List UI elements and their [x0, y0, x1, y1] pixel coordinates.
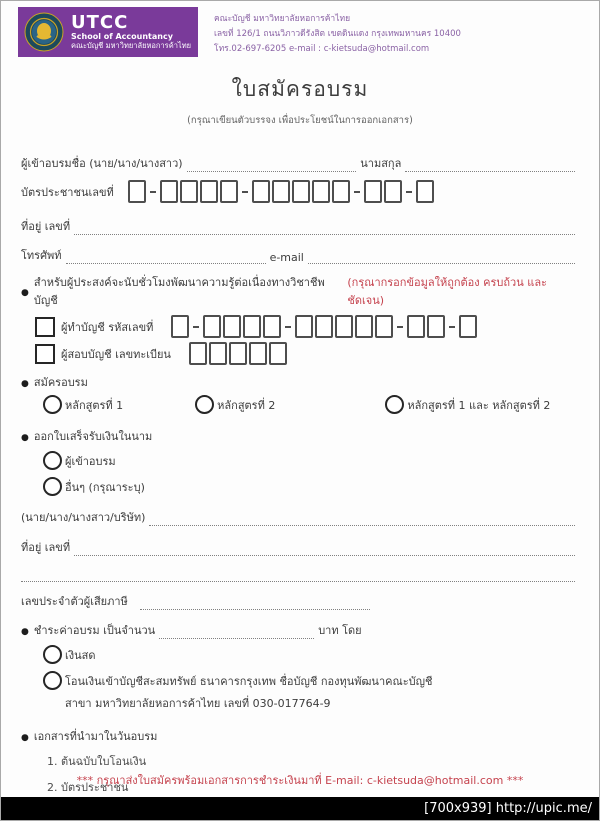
receipt-name-input-line[interactable] [149, 513, 575, 526]
payment-amount-input-line[interactable] [159, 626, 314, 639]
bullet-icon [21, 285, 29, 298]
email-input-line[interactable] [308, 251, 575, 264]
document-item-2: 2. บัตรประชาชน [47, 781, 129, 794]
receipt-name-label: (นาย/นาง/นางสาว/บริษัท) [21, 511, 146, 524]
course-section-heading-row [21, 373, 579, 391]
trainee-name-label: ผู้เข้าอบรมชื่อ (นาย/นาง/นางสาว) [21, 157, 183, 170]
payment-transfer-option[interactable] [43, 671, 579, 690]
watermark-text: [700x939] http://upic.me/ [424, 801, 592, 816]
receipt-trainee-option[interactable] [43, 451, 579, 470]
header [18, 7, 582, 57]
bullet-icon [21, 430, 29, 443]
receipt-address-input-line[interactable] [74, 543, 575, 556]
documents-section-heading-row [21, 727, 579, 745]
cpd-section-heading-row [21, 273, 579, 309]
receipt-section-heading-row [21, 427, 579, 445]
national-id-row [21, 180, 579, 203]
bullet-icon [21, 376, 29, 389]
trainee-surname-input-line[interactable] [405, 159, 575, 172]
form-body [21, 154, 579, 796]
logo-abbr: UTCC [71, 12, 129, 34]
contact-phone-email-line: โทร.02-697-6205 e-mail : c-kietsuda@hotmail.com [214, 43, 430, 54]
course-2-label: หลักสูตรที่ 2 [217, 398, 276, 412]
submission-note: *** กรุณาส่งใบสมัครพร้อมเอกสารการชำระเงินมาที่ E-mail: c-kietsuda@hotmail.com *** [76, 774, 524, 787]
logo-school-name-th: คณะบัญชี มหาวิทยาลัยหอการค้าไทย [71, 40, 192, 50]
payment-transfer-label: โอนเงินเข้าบัญชีสะสมทรัพย์ ธนาคารกรุงเทพ ชื่อบัญชี กองทุนพัฒนาคณะบัญชี [65, 674, 433, 688]
receipt-other-option[interactable] [43, 477, 579, 496]
trainee-surname-label: นามสกุล [360, 157, 402, 170]
auditor-number-boxes[interactable] [189, 342, 289, 365]
trainee-address-label: ที่อยู่ เลขที่ [21, 220, 71, 233]
receipt-name-row [21, 508, 579, 526]
course-both-radio[interactable] [385, 395, 404, 414]
course-option-both[interactable] [385, 395, 550, 414]
payment-cash-radio[interactable] [43, 645, 62, 664]
receipt-other-radio[interactable] [43, 477, 62, 496]
cpd-heading: สำหรับผู้ประสงค์จะนับชั่วโมงพัฒนาความรู้ต่อเนื่องทางวิชาชีพบัญชี [33, 276, 325, 307]
header-contact [198, 7, 461, 57]
receipt-trainee-radio[interactable] [43, 451, 62, 470]
national-id-label: บัตรประชาชนเลขที่ [21, 185, 114, 199]
logo-school-name-en: School of Accountancy [71, 32, 173, 42]
payment-cash-option[interactable] [43, 645, 579, 664]
course-both-label: หลักสูตรที่ 1 และ หลักสูตรที่ 2 [407, 398, 551, 412]
logo-text [71, 14, 191, 49]
bookkeeper-label: ผู้ทำบัญชี รหัสเลขที่ [61, 320, 154, 334]
payment-heading-pre: ชำระค่าอบรม เป็นจำนวน [33, 624, 156, 637]
phone-email-row [21, 246, 579, 264]
payment-cash-label: เงินสด [65, 648, 96, 662]
auditor-checkbox[interactable] [35, 344, 55, 364]
utcc-seal-icon [24, 12, 64, 52]
email-label: e-mail [269, 251, 304, 264]
trainee-address-row [21, 217, 579, 235]
phone-input-line[interactable] [66, 251, 266, 264]
receipt-address-label: ที่อยู่ เลขที่ [21, 541, 71, 554]
page-title: ใบสมัครอบรม [231, 77, 369, 101]
receipt-trainee-label: ผู้เข้าอบรม [65, 454, 116, 468]
national-id-boxes[interactable] [128, 180, 436, 203]
payment-transfer-branch-line: สาขา มหาวิทยาลัยหอการค้าไทย เลขที่ 030-017764-9 [65, 697, 331, 710]
course-option-2[interactable] [195, 395, 275, 414]
payment-heading-post: บาท โดย [318, 624, 362, 637]
tax-id-row [21, 592, 579, 610]
auditor-option-row [35, 342, 579, 365]
trainee-name-row [21, 154, 579, 172]
documents-heading: เอกสารที่นำมาในวันอบรม [33, 730, 158, 743]
receipt-heading: ออกใบเสร็จรับเงินในนาม [33, 430, 153, 443]
contact-faculty-line: คณะบัญชี มหาวิทยาลัยหอการค้าไทย [214, 14, 351, 24]
receipt-address-continued-line[interactable] [21, 569, 575, 582]
course-1-radio[interactable] [43, 395, 62, 414]
document-item-1: 1. ต้นฉบับใบโอนเงิน [47, 755, 147, 768]
course-2-radio[interactable] [195, 395, 214, 414]
bullet-icon [21, 730, 29, 743]
course-option-1[interactable] [43, 395, 123, 414]
trainee-address-input-line[interactable] [74, 222, 575, 235]
payment-transfer-radio[interactable] [43, 671, 62, 690]
bookkeeper-code-boxes[interactable] [171, 315, 479, 338]
course-options-row [43, 395, 579, 414]
bullet-icon [21, 624, 29, 637]
utcc-logo-block [18, 7, 198, 57]
tax-id-input-line[interactable] [140, 597, 370, 610]
course-heading: สมัครอบรม [33, 376, 88, 389]
payment-section-heading-row [21, 621, 579, 639]
course-1-label: หลักสูตรที่ 1 [65, 398, 124, 412]
bookkeeper-option-row [35, 315, 579, 338]
phone-label: โทรศัพท์ [21, 249, 62, 262]
receipt-address-row [21, 538, 579, 556]
watermark-bar [1, 797, 599, 820]
receipt-other-label: อื่นๆ (กรุณาระบุ) [65, 480, 145, 494]
contact-address-line: เลขที่ 126/1 ถนนวิภาวดีรังสิต เขตดินแดง กรุงเทพมหานคร 10400 [214, 28, 461, 39]
bookkeeper-checkbox[interactable] [35, 317, 55, 337]
receipt-address-continued-row [21, 569, 579, 582]
auditor-label: ผู้สอบบัญชี เลขทะเบียน [61, 347, 171, 361]
page-subtitle: (กรุณาเขียนตัวบรรจง เพื่อประโยชน์ในการออกเอกสาร) [187, 115, 413, 126]
trainee-name-input-line[interactable] [187, 159, 357, 172]
tax-id-label: เลขประจำตัวผู้เสียภาษี [21, 595, 128, 608]
cpd-heading-note: (กรุณากรอกข้อมูลให้ถูกต้อง ครบถ้วน และชัดเจน) [347, 276, 547, 307]
